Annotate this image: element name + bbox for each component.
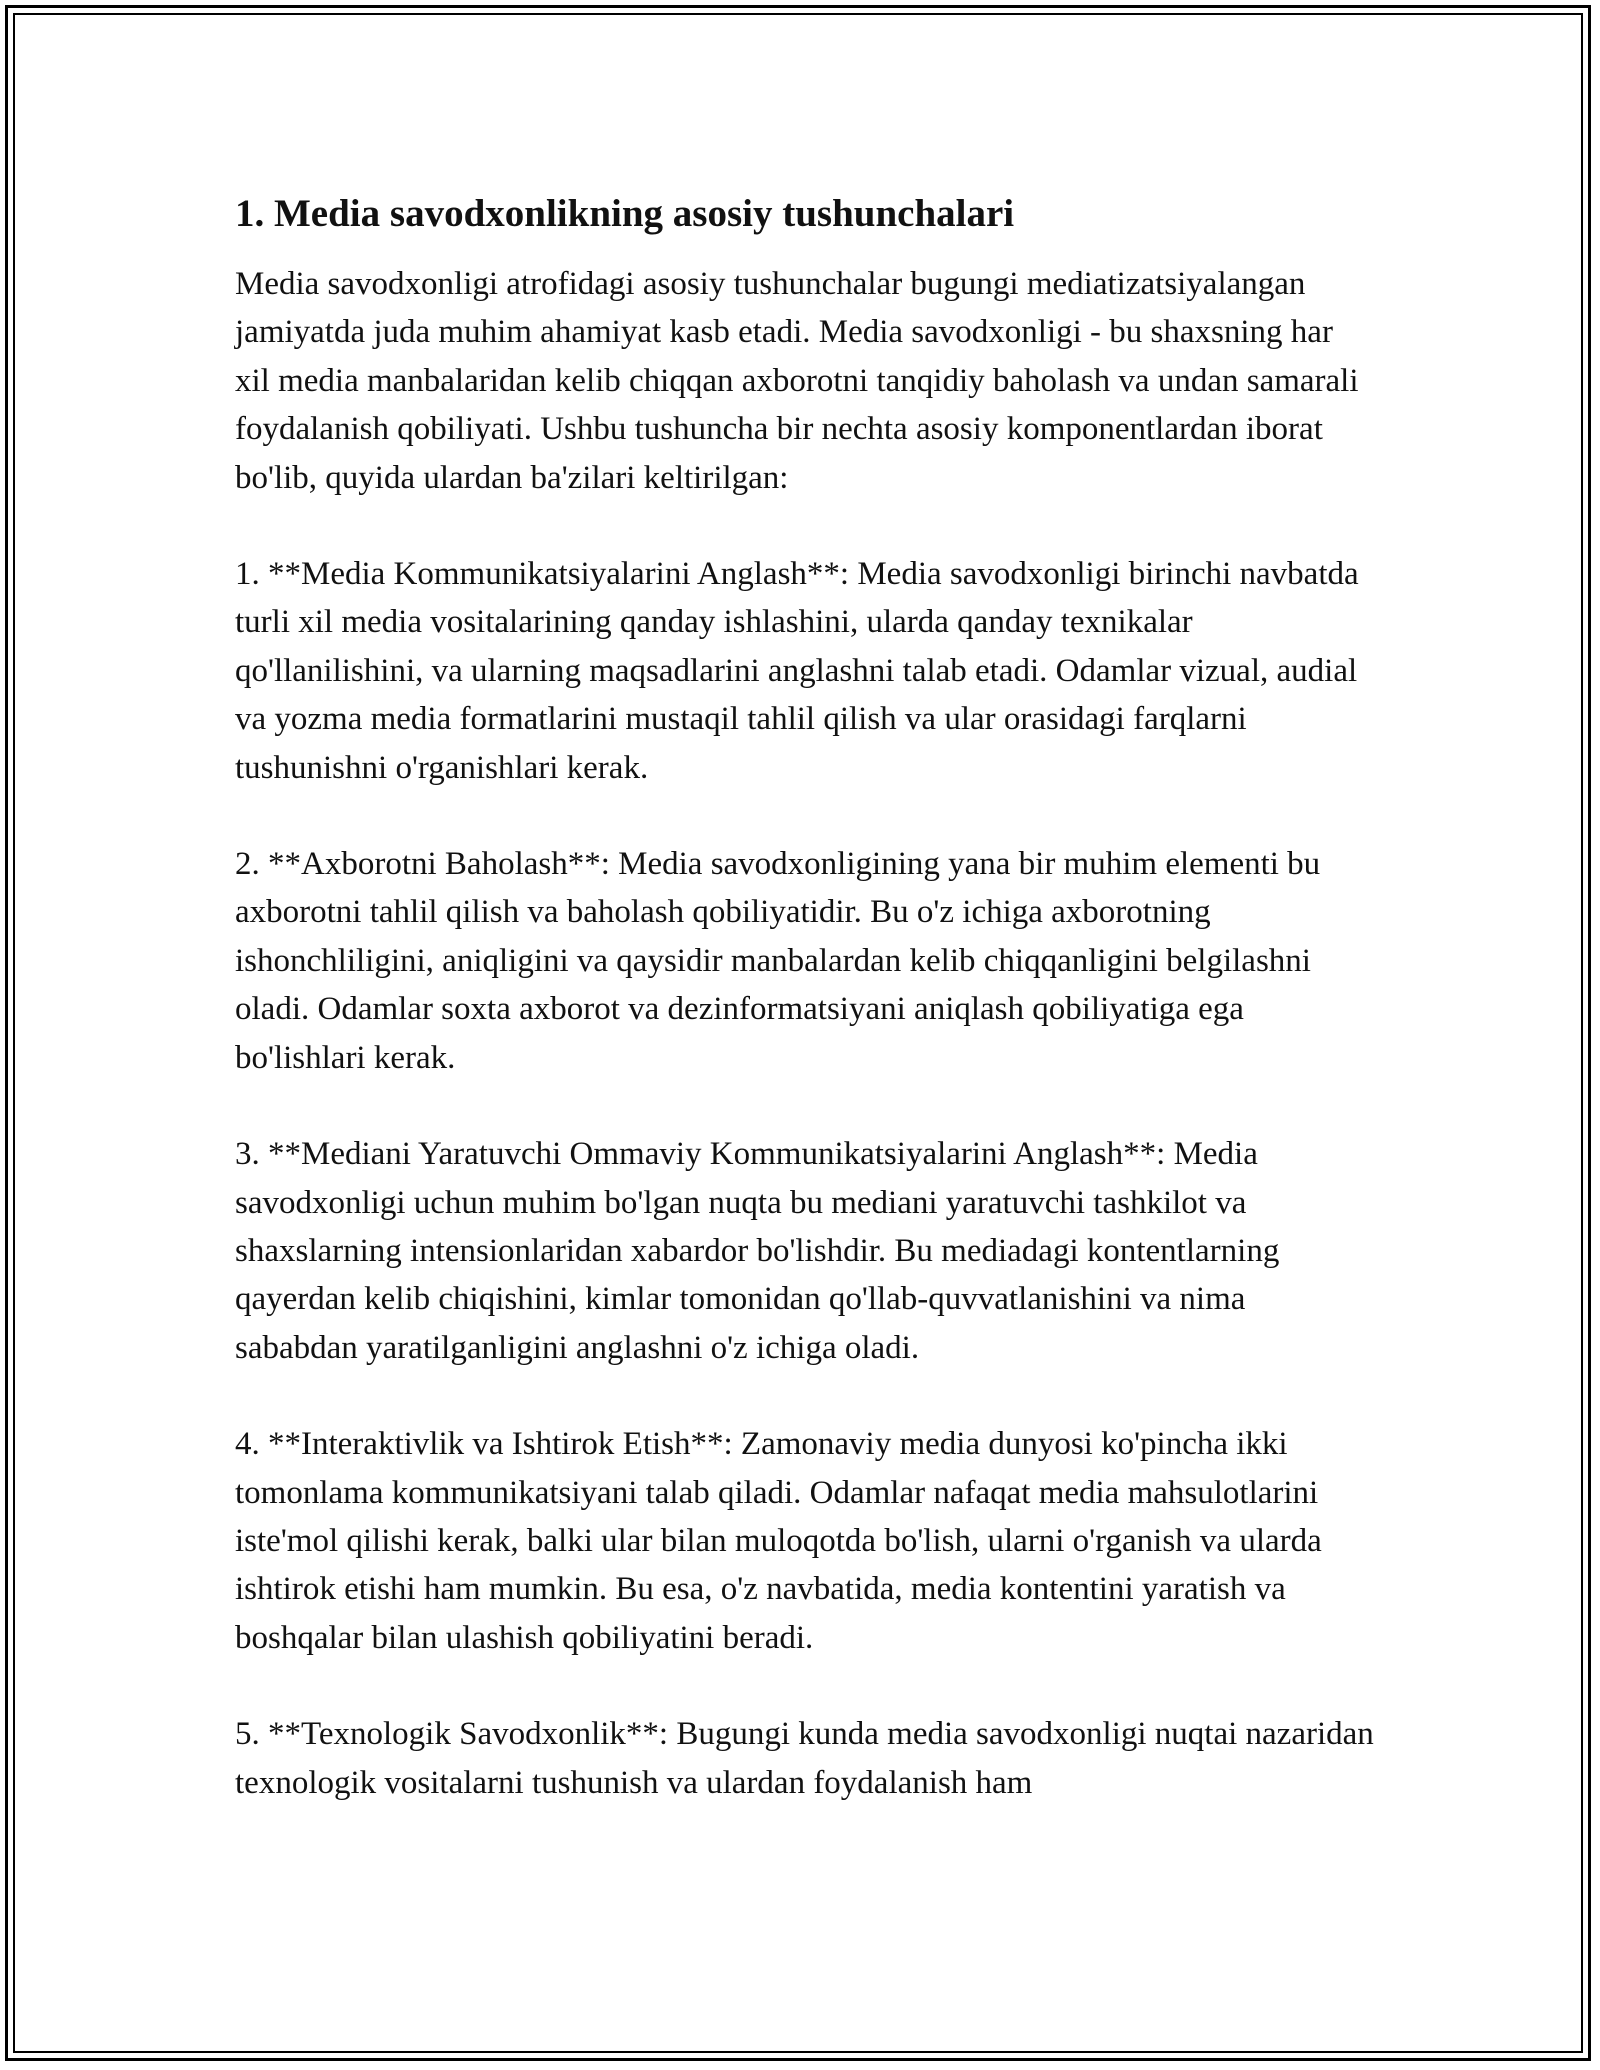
paragraph-item-1: 1. **Media Kommunikatsiyalarini Anglash**: Media savodxonligi birinchi navbatda turli xil media vositalarining qanday ishlashini, ularda qanday texnikalar qo'llanilishini, va ularning maqsadlarini anglashni talab etadi. Odamlar vizual, audial va yozma media formatlarini mustaqil tahlil qilish va ular orasidagi farqlarni tushunishni o'rganishlari kerak. [235,556,1359,786]
intro-paragraph: Media savodxonligi atrofidagi asosiy tushunchalar bugungi mediatizatsiyalangan jamiyatda juda muhim ahamiyat kasb etadi. Media savodxonligi - bu shaxsning har xil media manbalaridan kelib chiqqan axborotni tanqidiy baholash va undan samarali foydalanish qobiliyati. Ushbu tushuncha bir nechta asosiy komponentlardan iborat bo'lib, quyida ulardan ba'zilari keltirilgan: [235,266,1359,496]
section-heading: 1. Media savodxonlikning asosiy tushunchalari [235,192,1015,235]
paragraph-item-2: 2. **Axborotni Baholash**: Media savodxonligining yana bir muhim elementi bu axborotni tahlil qilish va baholash qobiliyatidir. Bu o'z ichiga axborotning ishonchliligini, aniqligini va qaysidir manbalardan kelib chiqqanligini belgilashni oladi. Odamlar soxta axborot va dezinformatsiyani aniqlash qobiliyatiga ega bo'lishlari kerak. [235,846,1321,1076]
paragraph-item-3: 3. **Mediani Yaratuvchi Ommaviy Kommunikatsiyalarini Anglash**: Media savodxonligi uchun muhim bo'lgan nuqta bu mediani yaratuvchi tashkilot va shaxslarning intensionlaridan xabardor bo'lishdir. Bu mediadagi kontentlarning qayerdan kelib chiqishini, kimlar tomonidan qo'llab-quvvatlanishini va nima sababdan yaratilganligini anglashni o'z ichiga oladi. [235,1136,1280,1366]
document-body [235,188,1375,1855]
paragraph-item-5: 5. **Texnologik Savodxonlik**: Bugungi kunda media savodxonligi nuqtai nazaridan texnologik vositalarni tushunish va ulardan foydalanish ham [235,1716,1374,1801]
paragraph-item-4: 4. **Interaktivlik va Ishtirok Etish**: Zamonaviy media dunyosi ko'pincha ikki tomonlama kommunikatsiyani talab qiladi. Odamlar nafaqat media mahsulotlarini iste'mol qilishi kerak, balki ular bilan muloqotda bo'lish, ularni o'rganish va ularda ishtirok etishi ham mumkin. Bu esa, o'z navbatida, media kontentini yaratish va boshqalar bilan ulashish qobiliyatini beradi. [235,1426,1322,1656]
